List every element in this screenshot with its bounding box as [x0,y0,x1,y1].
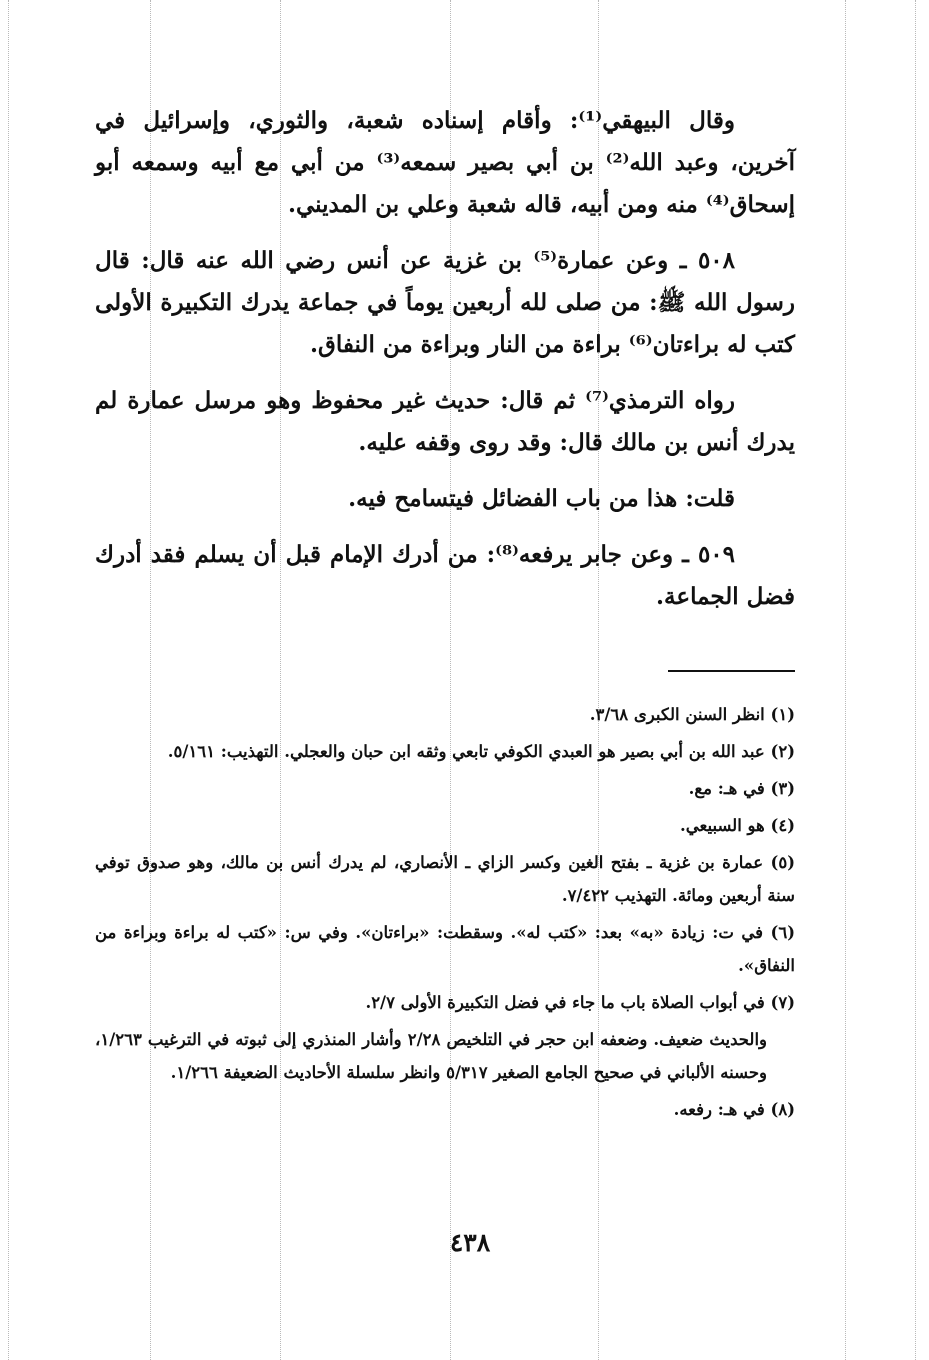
paragraph: قلت: هذا من باب الفضائل فيتسامح فيه. [348,485,735,512]
paragraph: وقال البيهقي⁽¹⁾: وأقام إسناده شعبة، والثوري، وإسرائيل في آخرين، وعبد الله⁽²⁾ بن أبي بصير سمعه⁽³⁾ من أبي مع أبيه وسمعه أبو إسحاق⁽⁴⁾ منه ومن أبيه، قاله شعبة وعلي بن المديني. [95,107,795,218]
margin-guide-line [8,0,9,1360]
page-number: ٤٣٨ [449,1228,491,1257]
margin-guide-line [845,0,846,1360]
footnote: (٣) في هـ: مع. [688,779,795,798]
footnote: (٦) في ت: زيادة «به» بعد: «كتب له». وسقطت: «براءتان». وفي س: «كتب له براءة وبراءة من النفاق». [95,923,795,975]
footnote: (٨) في هـ: رفعه. [673,1100,795,1119]
hadith-509: ٥٠٩ ـ وعن جابر يرفعه⁽⁸⁾: من أدرك الإمام قبل أن يسلم فقد أدرك فضل الجماعة. [95,541,795,610]
footnote: (٤) هو السبيعي. [680,816,795,835]
footnote: (٢) عبد الله بن أبي بصير هو العبدي الكوفي تابعي وثقه ابن حبان والعجلي. التهذيب: ٥/١٦١. [167,742,795,761]
margin-guide-line [915,0,916,1360]
footnotes [95,698,795,1130]
main-text [95,100,795,618]
hadith-508: ٥٠٨ ـ وعن عمارة⁽⁵⁾ بن غزية عن أنس رضي الله عنه قال: قال رسول الله ﷺ: من صلى لله أربعين يوماً في جماعة يدرك التكبيرة الأولى كتب له براءتان⁽⁶⁾ براءة من النار وبراءة من النفاق. [95,247,795,358]
footnote: (٧) في أبواب الصلاة باب ما جاء في فضل التكبيرة الأولى ٢/٧. [365,993,795,1012]
paragraph: رواه الترمذي⁽⁷⁾ ثم قال: حديث غير محفوظ وهو مرسل عمارة لم يدرك أنس بن مالك قال: وقد روى وقفه عليه. [95,387,795,456]
footnote: (١) انظر السنن الكبرى ٣/٦٨. [589,705,795,724]
footnote: (٥) عمارة بن غزية ـ بفتح الغين وكسر الزاي ـ الأنصاري، لم يدرك أنس بن مالك، وهو صدوق توفي سنة أربعين ومائة. التهذيب ٧/٤٢٢. [95,853,795,905]
footnote-continuation: والحديث ضعيف. وضعفه ابن حجر في التلخيص ٢/٢٨ وأشار المنذري إلى ثبوته في الترغيب ١/٢٦٣، وحسنه الألباني في صحيح الجامع الصغير ٥/٣١٧ وانظر سلسلة الأحاديث الضعيفة ١/٢٦٦. [95,1030,767,1082]
footnote-divider [668,670,795,672]
page-body [95,100,795,1119]
